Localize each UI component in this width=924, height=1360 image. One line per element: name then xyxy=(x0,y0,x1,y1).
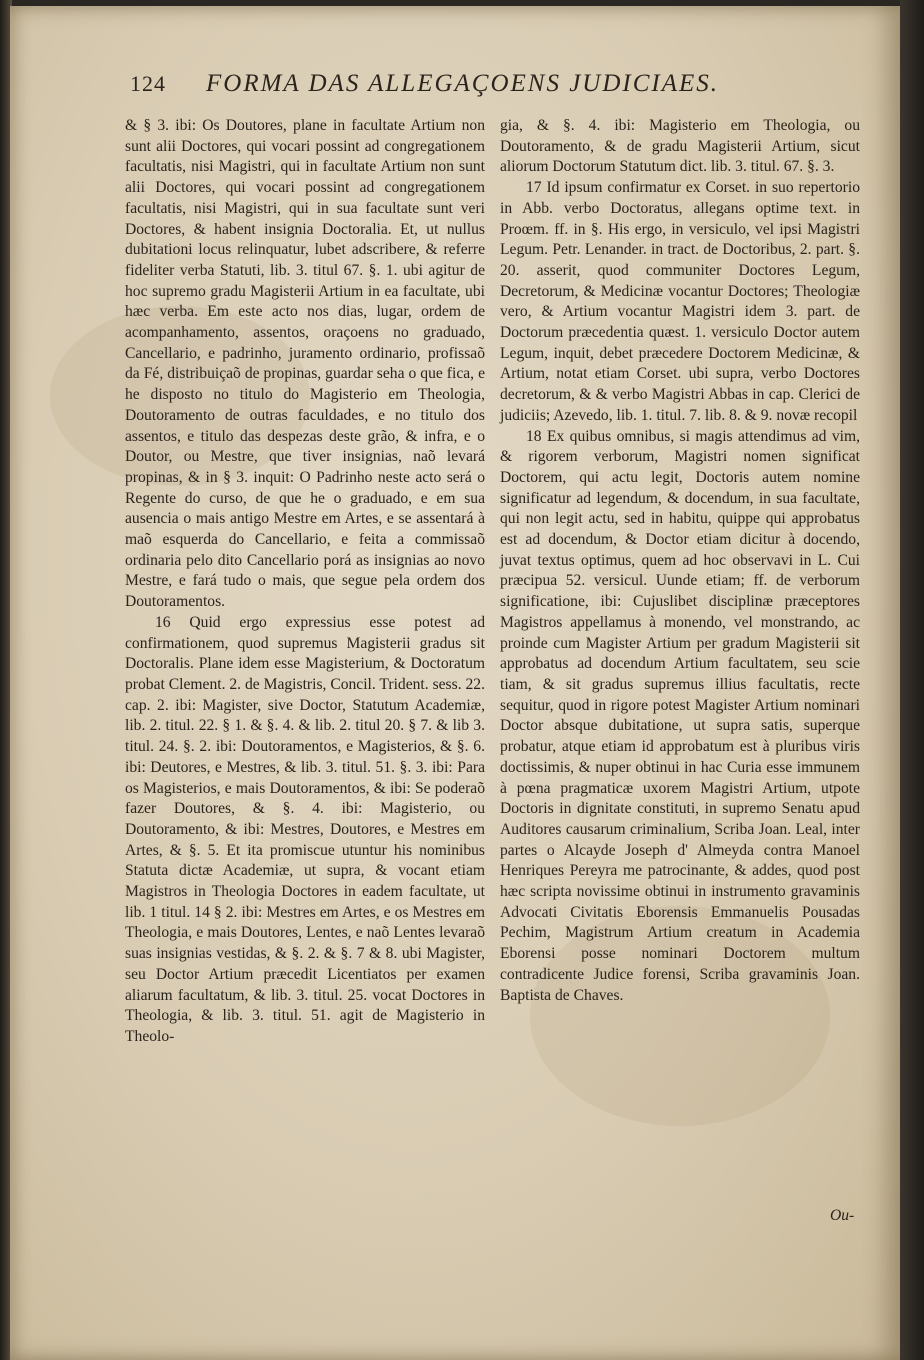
paragraph: gia, & §. 4. ibi: Magisterio em Theologia, ou Doutoramento, & de gradu Magisterii Artium, sicut aliorum Doctorum Statutum dict. lib. 3. titul. 67. §. 3. xyxy=(500,117,860,176)
paragraph: 18 Ex quibus omnibus, si magis attendimus ad vim, & rigorem verborum, Magistri nomen significat Doctorem, qui actu legit, Doctoris autem nomine significatur ad legendum, & docendum, in sua facultate, qui non legit actu, sed in habitu, quippe qui approbatus est ad docendum, & Doctor etiam dicitur à docendo, juvat textus optimus, quem ad hoc observavi in L. Cui præcipua 52. versicul. Uunde etiam; ff. de verborum significatione, ibi: Cujuslibet disciplinæ præceptores Magistros appellamus à monendo, vel monstrando, ac proinde cum Magister Artium per gradum Magisterii sit approbatus ad docendum Artium facultatem, seu scie tiam, & sit gradus supremus illius facultatis, recte sequitur, quod in rigore potest Magister Artium nominari Doctor absque dubitatione, ut supra satis, superque probatur, atque etiam id approbatum est à pluribus viris doctissimis, & nuper obtinui in hac Curia esse immunem à pœna pragmaticæ uxorem Magistri Artium, utpote Doctoris in dignitate constituti, in supremo Senatu apud Auditores causarum criminalium, Scriba Joan. Leal, inter partes o Alcayde Joseph d' Almeyda contra Manoel Henriques Pereyra me patrocinante, & addes, quod post hæc scripta novissime obtinui in instrumento gravaminis Advocati Civitatis Eborensis Emmanuelis Pousadas Pechim, Magistrum Artium creatum in Academia Eborensi posse nominari Doctorem multum contradicente Judice forensi, Scriba gravaminis Joan. Baptista de Chaves. xyxy=(500,427,860,1004)
page-header xyxy=(130,70,820,110)
catchword: Ou- xyxy=(830,1207,855,1224)
paragraph: 16 Quid ergo expressius esse potest ad confirmationem, quod supremus Magisterii gradus sit Doctoralis. Plane idem esse Magisterium, & Doctoratum probat Clement. 2. de Magistris, Concil. Trident. sess. 22. cap. 2. ibi: Magister, sive Doctor, Statutum Academiæ, lib. 2. titul. 22. § 1. & §. 4. & lib. 2. titul 20. § 7. & lib 3. titul. 24. §. 2. ibi: Doutoramentos, e Magisterios, & §. 6. ibi: Deutores, e Mestres, & lib. 3. titul. 51. §. 3. ibi: Para os Magisterios, e mais Doutoramentos, & ibi: Se poderaõ fazer Doutores, & §. 4. ibi: Magisterio, ou Doutoramento, & ibi: Mestres, Doutores, e Mestres em Artes, & §. 5. Et ita promiscue utuntur his nominibus Statuta dictæ Academiæ, ut supra, & vocant etiam Magistros in Theologia Doctores in eadem facultate, ut lib. 1 titul. 14 § 2. ibi: Mestres em Artes, e os Mestres em Theologia, e mais Doutores, Lentes, e naõ Lentes levaraõ suas insignias vestidas, & §. 2. & §. 7 & 8. ubi Magister, seu Doctor Artium præcedit Licentiatos per examen aliarum facultatum, & lib. 3. titul. 25. vocat Doctores in Theologia, & lib. 3. titul. 51. agit de Magisterio in Theolo- xyxy=(125,613,485,1045)
paragraph: 17 Id ipsum confirmatur ex Corset. in suo repertorio in Abb. verbo Doctoratus, allegans optime text. in Proœm. ff. in §. His ergo, in versiculo, vel ipsi Magistri Legum. Petr. Lenander. in tract. de Doctoribus, 2. part. §. 20. asserit, quod communiter Doctores Legum, Decretorum, & Medicinæ vocantur Doctores; Theologiæ vero, & Artium vocantur Magistri idem 3. part. de Doctorum præcedentia quæst. 1. versiculo Doctor autem Legum, inquit, debet præcedere Doctorem Medicinæ, & Artium, notat etiam Corset. ubi supra, verbo Doctores decretorum, & & verbo Magistri Abbas in cap. Clerici de judiciis; Azevedo, lib. 1. titul. 7. lib. 8. & 9. novæ recopil xyxy=(500,179,860,424)
right-text-column xyxy=(500,116,860,1006)
running-title: FORMA DAS ALLEGAÇOENS JUDICIAES. xyxy=(206,70,720,97)
next-page-edge xyxy=(900,0,924,1360)
paragraph: & § 3. ibi: Os Doutores, plane in facultate Artium non sunt alii Doctores, qui vocari possint ad congregationem facultatis, nisi Magistri, qui in facultate Artium non sunt alii Doctores, qui vocari possint ad congregationem facultatis, nisi Magistri, qui in sua facultate sunt veri Doctores, & habent insignia Doctoralia. Et, ut nullus dubitationi locus relinquatur, lubet adscribere, & referre fideliter verba Statuti, lib. 3. titul 67. §. 1. ubi agitur de hoc supremo gradu Magisterii Artium in ea facultate, ubi hæc verba. Em este acto nos dias, lugar, ordem de acompanhamento, assentos, oraçoens no graduado, Cancellario, e padrinho, juramento ordinario, profissaõ da Fé, distribuiçaõ de propinas, guardar seha o que fica, e he disposto no titulo do Magisterio em Theologia, Doutoramento de outras faculdades, e no titulo dos assentos, e titulo das despezas deste grão, & infra, e o Doutor, ou Mestre, que tiver insignias, naõ levará propinas, & in § 3. inquit: O Padrinho neste acto será o Regente do curso, de que he o graduado, e em sua ausencia o mais antigo Mestre em Artes, e se assentará à maõ esquerda do Cancellario, e feita a commissaõ ordinaria pelo dito Cancellario porá as insignias ao novo Mestre, e fará tudo o mais, que segue pela ordem dos Doutoramentos. xyxy=(125,117,485,611)
page-number: 124 xyxy=(130,71,166,96)
left-text-column xyxy=(125,116,485,1048)
